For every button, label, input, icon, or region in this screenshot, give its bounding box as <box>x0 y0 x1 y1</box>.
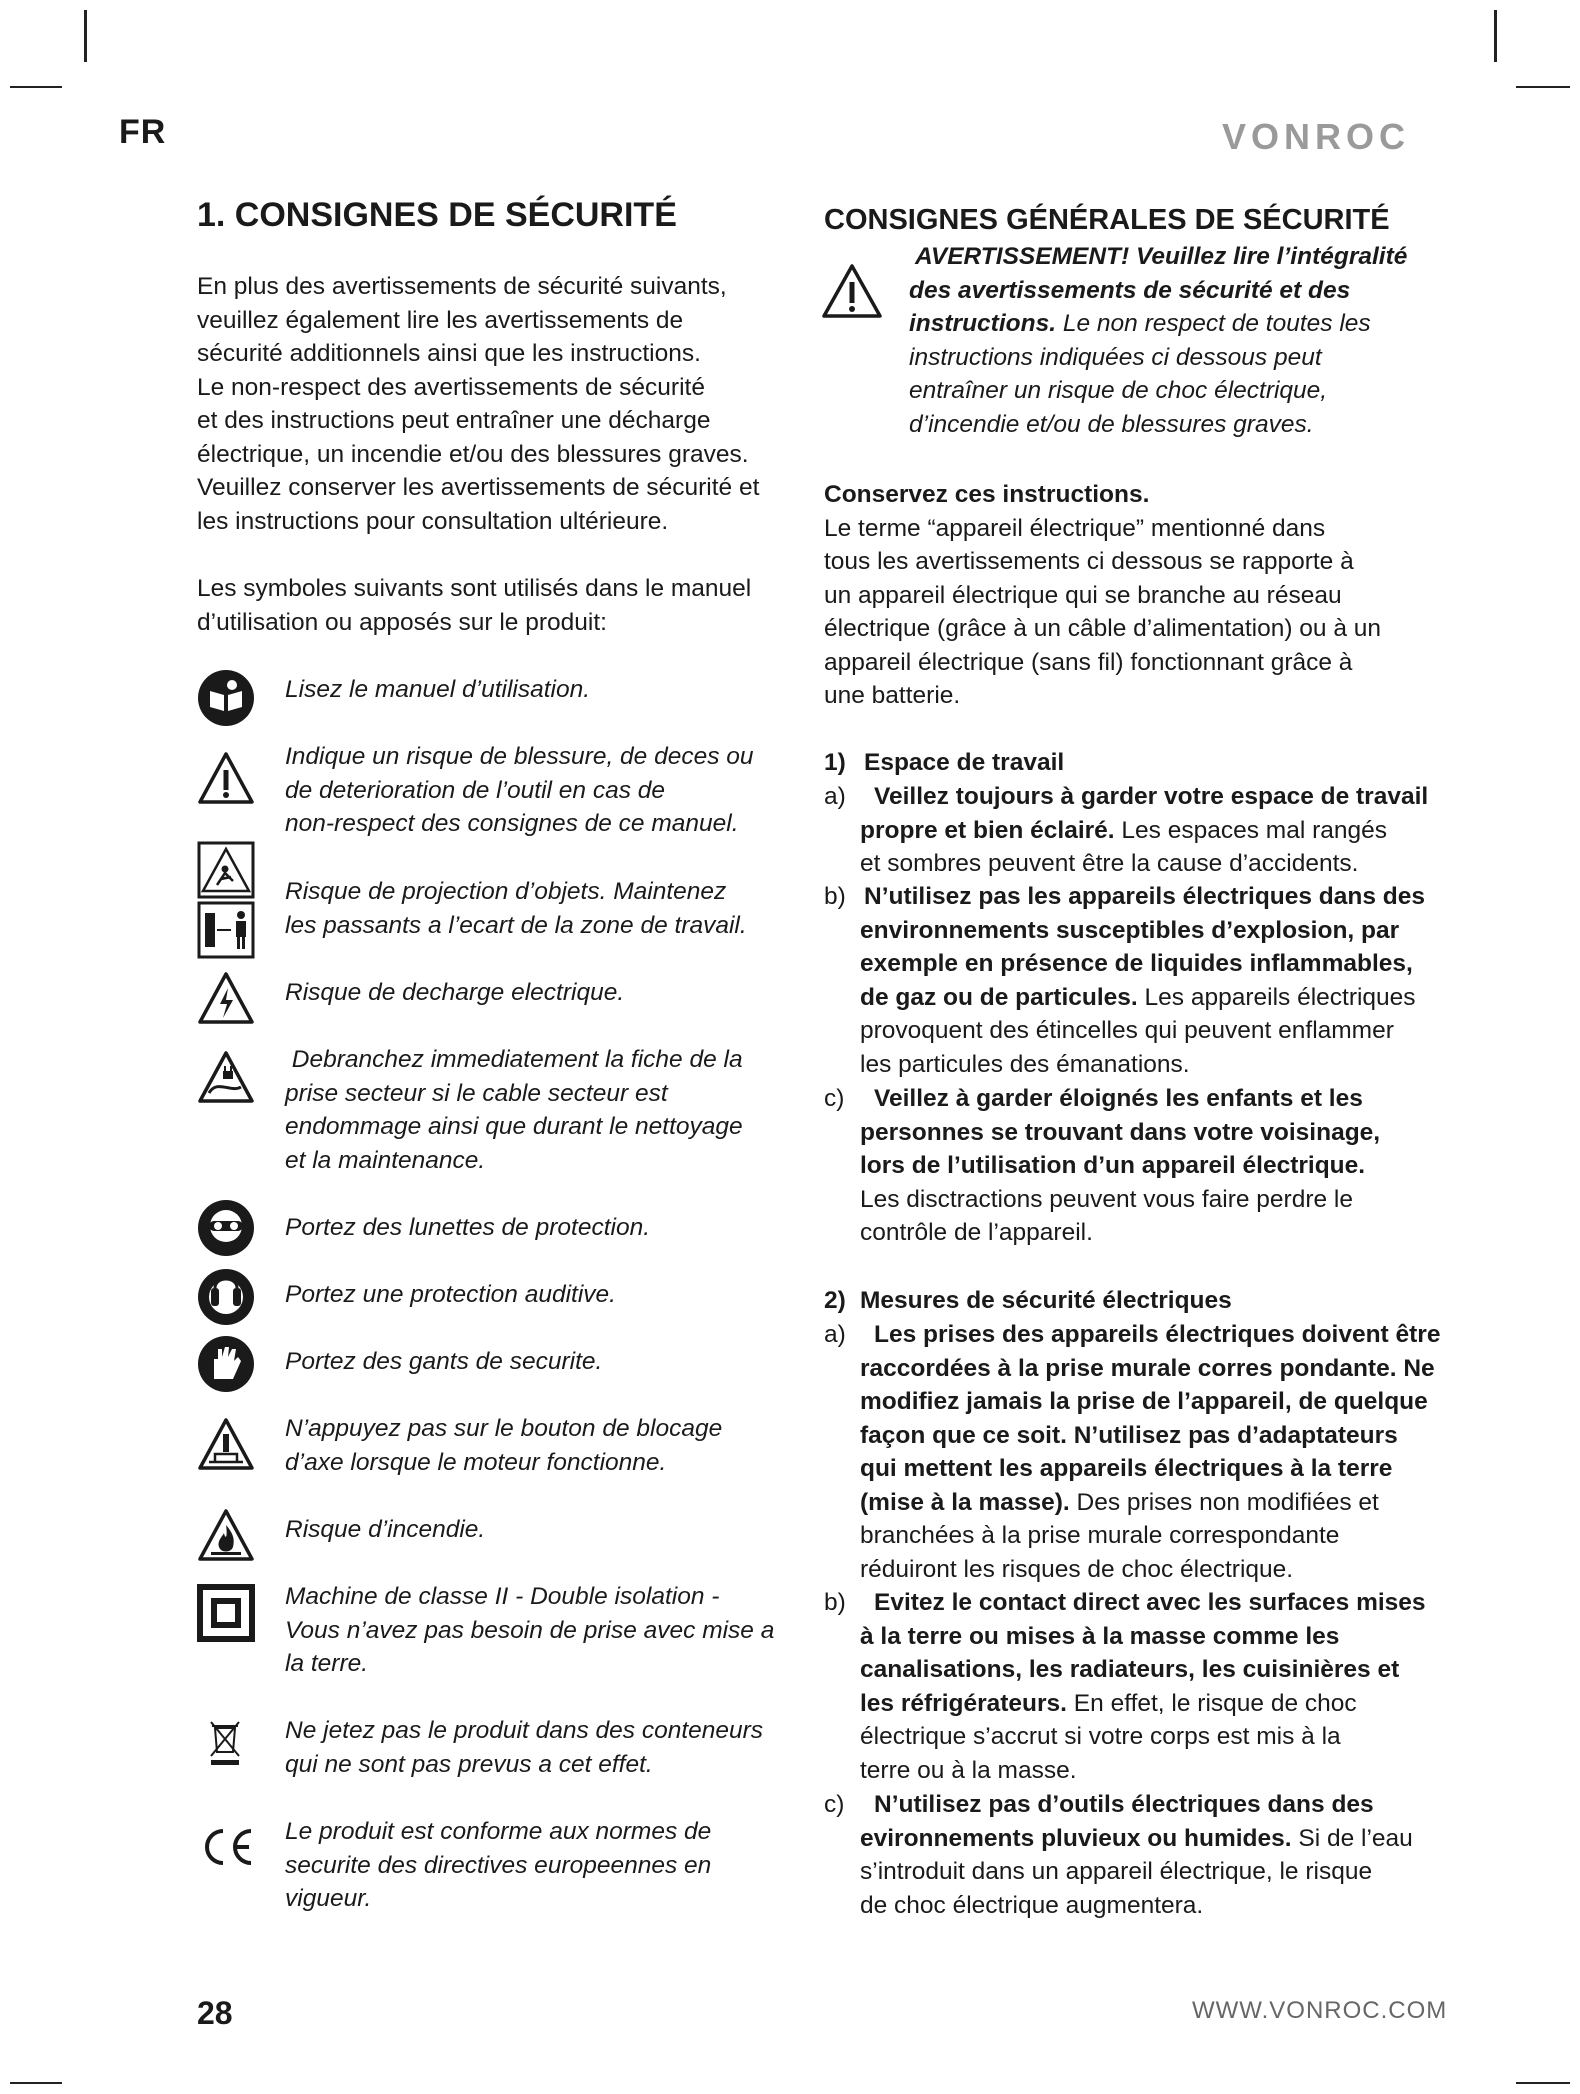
text-line: des avertissements de sécurité et des <box>909 276 1351 304</box>
text-line: les particules des émanations. <box>860 1050 1190 1078</box>
symbol-description <box>285 1714 805 1781</box>
text-line: environnements susceptibles d’explosion, par <box>860 916 1400 944</box>
item-label: c) <box>824 1791 845 1818</box>
text-line: tous les avertissements ci dessous se rapporte à <box>824 548 1354 575</box>
text-line: En plus des avertissements de sécurité suivants, <box>197 273 727 300</box>
text-line: entraîner un risque de choc électrique, <box>909 377 1328 404</box>
warning-triangle-icon <box>820 262 884 320</box>
text-line: N’utilisez pas d’outils électriques dans des <box>874 1791 1374 1818</box>
crop-mark <box>10 2082 62 2084</box>
class-two-icon <box>197 1584 255 1642</box>
general-safety-title: CONSIGNES GÉNÉRALES DE SÉCURITÉ <box>824 204 1390 236</box>
text-line: prise secteur si le cable secteur est <box>285 1079 668 1107</box>
text-line: terre ou à la masse. <box>860 1756 1077 1784</box>
text-line: qui ne sont pas prevus a cet effet. <box>285 1750 653 1778</box>
keep-instructions <box>824 478 1444 713</box>
normal-span: Les appareils électriques <box>1137 983 1416 1011</box>
text-line: électrique (grâce à un câble d’alimentation) ou à un <box>824 615 1382 642</box>
text-line: Les prises des appareils électriques doivent être <box>874 1321 1441 1348</box>
weee-bin-icon <box>205 1718 263 1776</box>
warning-triangle-icon <box>197 750 255 808</box>
symbol-description <box>285 1278 805 1312</box>
text-line: les passants a l’ecart de la zone de travail. <box>285 911 747 939</box>
text-line: Debranchez immediatement la fiche de la <box>285 1046 743 1073</box>
ce-mark-icon <box>197 1825 255 1883</box>
symbol-description <box>285 1412 805 1479</box>
section-title: Espace de travail <box>864 749 1065 776</box>
text-line: Le terme “appareil électrique” mentionné dans <box>824 514 1326 542</box>
normal-span: Si de l’eau <box>1291 1824 1413 1852</box>
text-line <box>860 814 1450 848</box>
keep-title: Conservez ces instructions. <box>824 481 1150 508</box>
text-line: d’axe lorsque le moteur fonctionne. <box>285 1448 667 1476</box>
text-line: endommage ainsi que durant le nettoyage <box>285 1113 743 1140</box>
item-text <box>860 1788 1450 1922</box>
text-line: Risque de projection d’objets. Maintenez <box>285 878 727 905</box>
text-line: N’utilisez pas les appareils électriques dans des <box>864 883 1426 910</box>
text-line: à la terre ou mises à la masse comme les <box>860 1622 1340 1650</box>
text-line: Portez une protection auditive. <box>285 1281 616 1308</box>
symbol-description <box>285 740 805 841</box>
text-line: de choc électrique augmentera. <box>860 1891 1204 1919</box>
text-line: Portez des lunettes de protection. <box>285 1214 650 1241</box>
symbol-description <box>285 1513 805 1547</box>
text-line: et la maintenance. <box>285 1146 486 1174</box>
text-line: électrique s’accrut si votre corps est mis à la <box>860 1723 1341 1750</box>
text-line: la terre. <box>285 1650 369 1677</box>
crop-mark <box>1516 86 1570 88</box>
warning-text <box>909 240 1429 441</box>
symbol-description <box>285 1580 805 1681</box>
bold-span: instructions. <box>909 310 1057 337</box>
crop-mark <box>10 86 62 88</box>
symbols-intro <box>197 572 797 639</box>
text-line: modifiez jamais la prise de l’appareil, de quelque <box>860 1388 1428 1415</box>
text-line: réduiront les risques de choc électrique. <box>860 1555 1294 1583</box>
symbol-description <box>285 1815 805 1916</box>
crop-mark <box>1494 10 1497 62</box>
safety-glasses-icon <box>197 1199 255 1257</box>
text-line: appareil électrique (sans fil) fonctionnant grâce à <box>824 648 1353 676</box>
unplug-icon <box>197 1049 255 1107</box>
text-line <box>860 1687 1450 1721</box>
symbol-description <box>285 1211 805 1245</box>
intro-paragraph <box>197 270 797 538</box>
bold-span: evironnements pluvieux ou humides. <box>860 1824 1292 1852</box>
item-text <box>860 1586 1450 1787</box>
brand-logo: VONROC <box>1222 116 1411 157</box>
page-number: 28 <box>197 1995 233 2031</box>
website-url: WWW.VONROC.COM <box>1192 1997 1448 2024</box>
text-line: veuillez également lire les avertissements de <box>197 306 684 334</box>
normal-span: Le non respect de toutes les <box>1056 310 1371 337</box>
text-line: Le produit est conforme aux normes de <box>285 1818 712 1845</box>
text-line: personnes se trouvant dans votre voisinage, <box>860 1118 1381 1146</box>
item-text <box>860 1318 1450 1586</box>
text-line: non-respect des consignes de ce manuel. <box>285 810 739 837</box>
item-text <box>860 880 1450 1081</box>
symbol-description <box>285 673 805 707</box>
text-line: une batterie. <box>824 682 961 709</box>
fire-hazard-icon <box>197 1507 255 1565</box>
text-line: et des instructions peut entraîner une décharge <box>197 407 711 434</box>
text-line: Vous n’avez pas besoin de prise avec mise a <box>285 1616 775 1644</box>
section-number: 2) <box>824 1287 846 1314</box>
text-line: exemple en présence de liquides inflammables, <box>860 950 1413 977</box>
normal-span: Les espaces mal rangés <box>1114 816 1387 844</box>
text-line: Ne jetez pas le produit dans des conteneurs <box>285 1717 764 1744</box>
text-line: canalisations, les radiateurs, les cuisinières et <box>860 1656 1400 1683</box>
text-line: et sombres peuvent être la cause d’accidents. <box>860 850 1359 877</box>
text-line: contrôle de l’appareil. <box>860 1219 1093 1246</box>
normal-span: Des prises non modifiées et <box>1069 1488 1379 1516</box>
text-line: provoquent des étincelles qui peuvent enflammer <box>860 1017 1394 1044</box>
text-line: Veillez toujours à garder votre espace de travail <box>874 783 1429 810</box>
bold-span: (mise à la masse). <box>860 1488 1070 1516</box>
crop-mark <box>1516 2082 1570 2084</box>
text-line: de deterioration de l’outil en cas de <box>285 776 666 804</box>
text-line: vigueur. <box>285 1885 372 1912</box>
text-line: électrique, un incendie et/ou des blessures graves. <box>197 440 749 468</box>
gloves-icon <box>197 1335 255 1393</box>
item-label: b) <box>824 883 846 910</box>
item-label: a) <box>824 1321 846 1348</box>
text-line: Risque d’incendie. <box>285 1516 486 1543</box>
text-line: sécurité additionnels ainsi que les instructions. <box>197 340 701 367</box>
text-line <box>860 1822 1450 1856</box>
text-line: Machine de classe II - Double isolation - <box>285 1583 720 1610</box>
text-line: raccordées à la prise murale corres pondante. Ne <box>860 1354 1435 1382</box>
text-line: Veuillez conserver les avertissements de sécurité et <box>197 474 760 501</box>
section-title: Mesures de sécurité électriques <box>860 1287 1232 1314</box>
item-label: c) <box>824 1085 845 1112</box>
projection-hazard-icon <box>197 841 255 961</box>
text-line <box>909 307 1429 341</box>
text-line: Les symboles suivants sont utilisés dans le manuel <box>197 575 752 602</box>
text-line: AVERTISSEMENT! Veuillez lire l’intégralité <box>915 243 1408 270</box>
bold-span: de gaz ou de particules. <box>860 983 1138 1011</box>
text-line: un appareil électrique qui se branche au réseau <box>824 581 1342 609</box>
item-text <box>860 1082 1450 1250</box>
read-manual-icon <box>197 669 255 727</box>
text-line: Indique un risque de blessure, de deces ou <box>285 743 754 770</box>
item-label: b) <box>824 1589 846 1616</box>
text-line: Risque de decharge electrique. <box>285 979 625 1006</box>
bold-span: les réfrigérateurs. <box>860 1689 1067 1717</box>
section-number: 1) <box>824 749 846 776</box>
item-text <box>860 780 1450 881</box>
text-line: qui mettent les appareils électriques à la terre <box>860 1455 1393 1482</box>
ear-protection-icon <box>197 1268 255 1326</box>
normal-span: En effet, le risque de choc <box>1067 1689 1357 1717</box>
symbol-description <box>285 976 805 1010</box>
text-line: d’incendie et/ou de blessures graves. <box>909 410 1314 438</box>
text-line: façon que ce soit. N’utilisez pas d’adaptateurs <box>860 1421 1398 1449</box>
text-line: Portez des gants de securite. <box>285 1348 603 1375</box>
text-line: Evitez le contact direct avec les surfaces mises <box>874 1589 1426 1616</box>
symbol-description <box>285 875 805 942</box>
text-line <box>860 1486 1450 1520</box>
spindle-lock-icon <box>197 1416 255 1474</box>
text-line: Les disctractions peuvent vous faire perdre le <box>860 1185 1353 1213</box>
text-line: instructions indiquées ci dessous peut <box>909 343 1322 371</box>
page-title: 1. CONSIGNES DE SÉCURITÉ <box>197 196 677 234</box>
symbol-description <box>285 1043 805 1177</box>
bold-span: propre et bien éclairé. <box>860 816 1115 844</box>
text-line <box>860 981 1450 1015</box>
text-line: securite des directives europeennes en <box>285 1851 712 1879</box>
text-line: Le non-respect des avertissements de sécurité <box>197 373 705 401</box>
electric-shock-icon <box>197 970 255 1028</box>
language-code: FR <box>119 113 167 151</box>
text-line: N’appuyez pas sur le bouton de blocage <box>285 1415 723 1442</box>
text-line: lors de l’utilisation d’un appareil électrique. <box>860 1152 1366 1179</box>
crop-mark <box>84 10 87 62</box>
text-line: d’utilisation ou apposés sur le produit: <box>197 608 607 636</box>
text-line: les instructions pour consultation ultérieure. <box>197 507 669 535</box>
text-line: s’introduit dans un appareil électrique, le risque <box>860 1858 1373 1885</box>
symbol-description <box>285 1345 805 1379</box>
text-line: Veillez à garder éloignés les enfants et les <box>874 1085 1363 1112</box>
text-line: branchées à la prise murale correspondante <box>860 1522 1340 1549</box>
text-line: Lisez le manuel d’utilisation. <box>285 676 591 703</box>
item-label: a) <box>824 783 846 810</box>
